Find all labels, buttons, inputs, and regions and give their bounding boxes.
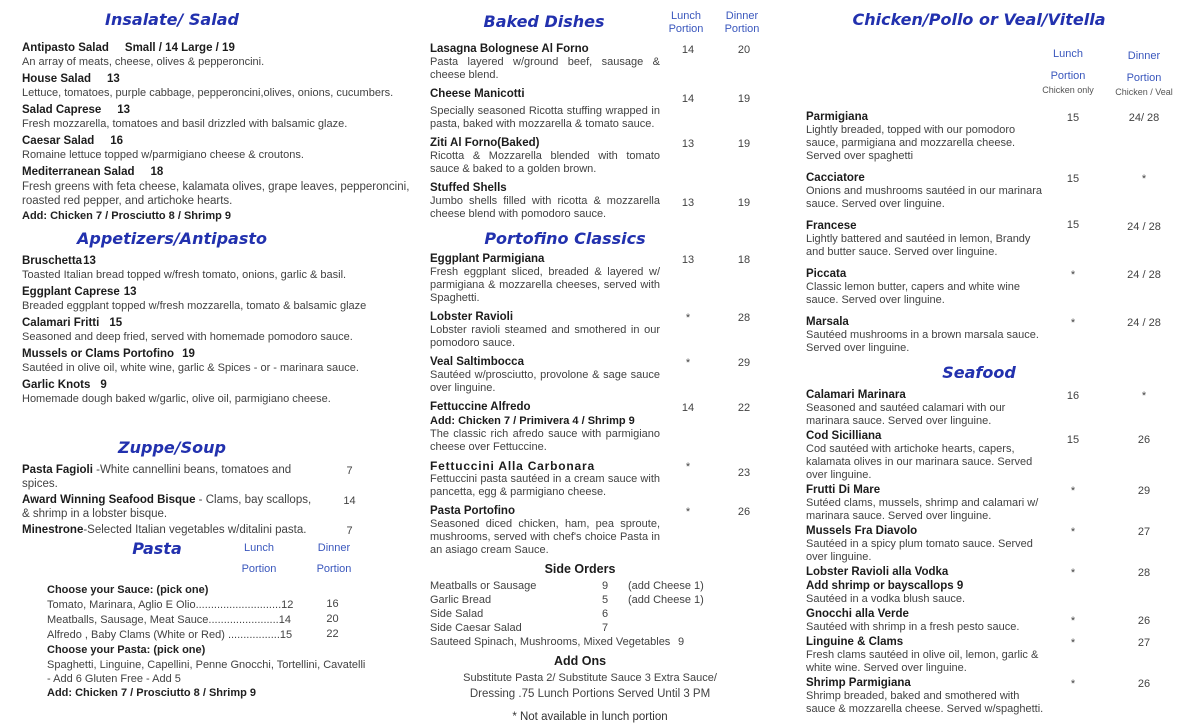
menu-item-desc: Fettuccini pasta sautéed in a cream sauce with pancetta, egg & parmigiano cheese. xyxy=(430,473,660,498)
pasta-body xyxy=(47,583,416,700)
menu-item-name: Parmigiana xyxy=(806,111,868,123)
menu-item xyxy=(806,635,1188,675)
menu-item-name: Cacciatore xyxy=(806,172,865,184)
chicken-veal-header xyxy=(806,10,1188,110)
menu-item xyxy=(22,252,416,282)
pasta-header xyxy=(22,539,416,583)
menu-item-lunch-price: * xyxy=(685,506,691,518)
menu-item-lunch-price: 14 xyxy=(681,44,695,56)
menu-item xyxy=(47,613,416,628)
menu-item-dinner-price: 20 xyxy=(326,613,339,625)
lunch-footnote: * Not available in lunch portion xyxy=(512,711,668,723)
lunch-portion-column-header xyxy=(658,10,714,36)
menu-item-desc: Jumbo shells filled with ricotta & mozzarella cheese blend with pomodoro sauce. xyxy=(430,195,660,220)
menu-item-name: Side Caesar Salad xyxy=(430,622,522,634)
menu-item-price: 9 xyxy=(602,580,609,592)
menu-item-desc: Lobster ravioli steamed and smothered in our pomodoro sauce. xyxy=(430,324,660,349)
menu-item-desc: Shrimp breaded, baked and smothered with sauce & mozzarella cheese. Served w/spaghetti. xyxy=(806,690,1044,715)
section-title: Add Ons xyxy=(553,654,607,668)
menu-item-name: Mussels or Clams Portofino xyxy=(22,348,175,360)
menu-item-lunch-price: 13 xyxy=(681,254,695,266)
chicken-veal-label: Chicken / Veal xyxy=(1115,87,1173,97)
section-add-ons xyxy=(430,654,772,723)
menu-item-desc: Pasta layered w/ground beef, sausage & cheese blend. xyxy=(430,56,660,81)
lunch-label: Lunch xyxy=(671,10,701,22)
menu-item-price: 19 xyxy=(182,348,195,360)
section-insalate-salad xyxy=(22,10,416,223)
menu-item xyxy=(430,607,772,621)
section-baked-dishes xyxy=(430,10,772,221)
lunch-portion-column-header xyxy=(1038,48,1098,95)
menu-item-desc: Lightly breaded, topped with our pomodoro sauce, parmigiana and mozzarella cheese. Served over spaghetti xyxy=(806,124,1016,162)
menu-item-name: Sauteed Spinach, Mushrooms, Mixed Vegetables xyxy=(430,636,671,648)
menu-item-note: (add Cheese 1) xyxy=(628,580,704,592)
menu-item-price: 7 xyxy=(346,525,353,537)
menu-item-dinner-price: 28 xyxy=(1137,567,1151,579)
portion-label: Portion xyxy=(316,563,352,575)
menu-item-desc: Seasoned and sautéed calamari with our marinara sauce. Served over linguine. xyxy=(806,402,1006,427)
sauce-option: Meatballs, Sausage, Meat Sauce.......................14 xyxy=(47,614,291,626)
menu-item-price: 7 xyxy=(346,465,353,477)
menu-item-dinner-price: 29 xyxy=(737,357,751,369)
menu-item xyxy=(22,376,416,406)
menu-item xyxy=(806,267,1188,307)
menu-item-name: Veal Saltimbocca xyxy=(430,356,524,368)
menu-item-lunch-price: * xyxy=(1070,637,1076,649)
menu-item-name: Marsala xyxy=(806,316,849,328)
menu-item-dinner-price: 18 xyxy=(737,254,751,266)
portion-label: Portion xyxy=(1126,72,1162,84)
menu-item-desc: Lightly battered and sautéed in lemon, Brandy and butter sauce. Served over linguine. xyxy=(806,233,1031,258)
menu-item xyxy=(47,628,416,643)
menu-item xyxy=(22,493,416,521)
dinner-portion-column-header xyxy=(714,10,770,36)
portion-label: Portion xyxy=(724,23,760,35)
menu-item-name: House Salad xyxy=(22,73,92,85)
portion-label: Portion xyxy=(241,563,277,575)
baked-dishes-header xyxy=(430,10,772,36)
menu-item-dinner-price: 22 xyxy=(737,402,751,414)
menu-item-name: Garlic Knots xyxy=(22,379,91,391)
section-pasta xyxy=(22,539,416,700)
pasta-options-list: Spaghetti, Linguine, Capellini, Penne Gnocchi, Tortellini, Cavatelli xyxy=(47,659,366,671)
lunch-label: Lunch xyxy=(244,542,274,554)
menu-item-desc: Sautéed w/prosciutto, provolone & sage sauce over linguine. xyxy=(430,369,660,394)
menu-item-desc: Romaine lettuce topped w/parmigiano cheese & croutons. xyxy=(22,149,304,161)
menu-item-price: 6 xyxy=(602,608,609,620)
menu-item-dinner-price: 26 xyxy=(737,506,751,518)
menu-item xyxy=(430,87,772,131)
menu-item-name: Shrimp Parmigiana xyxy=(806,677,911,689)
pasta-choice-label: Choose your Pasta: (pick one) xyxy=(47,644,206,656)
menu-item-price: 7 xyxy=(602,622,609,634)
menu-item-name: Calamari Fritti xyxy=(22,317,100,329)
menu-item-desc: -White cannellini beans, tomatoes and spices. xyxy=(22,464,292,490)
menu-item-name: Lobster Ravioli xyxy=(430,311,514,323)
menu-item-name: Meatballs or Sausage xyxy=(430,580,537,592)
section-portofino-classics xyxy=(430,229,772,557)
menu-item-lunch-price: 15 xyxy=(1066,112,1080,124)
menu-item-dinner-price: 27 xyxy=(1137,526,1151,538)
menu-item-desc: Sautéed mushrooms in a brown marsala sauce. Served over linguine. xyxy=(806,329,1039,354)
menu-item-lunch-price: 15 xyxy=(1066,173,1080,185)
menu-item-name: Antipasto Salad xyxy=(22,42,109,54)
menu-item-name: Lobster Ravioli alla Vodka xyxy=(806,566,949,578)
menu-item-dinner-price: 22 xyxy=(326,628,339,640)
dinner-label: Dinner xyxy=(317,542,351,554)
sauce-choice-label: Choose your Sauce: (pick one) xyxy=(47,584,209,596)
menu-item-lunch-price: * xyxy=(1070,678,1076,690)
menu-item-dinner-price: 29 xyxy=(1137,485,1151,497)
menu-item-name: Linguine & Clams xyxy=(806,636,904,648)
menu-item xyxy=(22,314,416,344)
menu-item-desc: Sautéed in olive oil, white wine, garlic & Spices - or - marinara sauce. xyxy=(22,362,359,374)
menu-item xyxy=(22,163,416,208)
menu-item-lunch-price: * xyxy=(1070,317,1076,329)
pasta-addon-line: Add: Chicken 7 / Prosciutto 8 / Shrimp 9 xyxy=(47,687,257,699)
menu-item-name: Gnocchi alla Verde xyxy=(806,608,909,620)
menu-item-price: 14 xyxy=(343,495,356,507)
menu-item-name: Side Salad xyxy=(430,608,484,620)
menu-item-addon: Add shrimp or bayscallops 9 xyxy=(806,580,964,592)
menu-item-name: Fettuccini Alla Carbonara xyxy=(430,459,595,473)
menu-item-name: Frutti Di Mare xyxy=(806,484,881,496)
menu-item xyxy=(430,181,772,221)
menu-column-left xyxy=(22,10,416,700)
menu-item-dinner-price: 19 xyxy=(737,138,751,150)
menu-item-desc: Homemade dough baked w/garlic, olive oil, parmigiano cheese. xyxy=(22,393,331,405)
menu-item-price: 13 xyxy=(117,104,131,116)
menu-item-desc: Classic lemon butter, capers and white wine sauce. Served over linguine. xyxy=(806,281,1020,306)
menu-item-desc: Specially seasoned Ricotta stuffing wrapped in pasta, baked with mozzarella & tomato sauce. xyxy=(430,105,660,130)
menu-item xyxy=(430,136,772,176)
menu-item-lunch-price: 16 xyxy=(1066,390,1080,402)
menu-item-desc: Lettuce, tomatoes, purple cabbage, pepperoncini,olives, onions, cucumbers. xyxy=(22,87,394,99)
menu-item-desc: Toasted Italian bread topped w/fresh tomato, onions, garlic & basil. xyxy=(22,269,347,281)
menu-item-dinner-price: 20 xyxy=(737,44,751,56)
menu-item-name: Award Winning Seafood Bisque xyxy=(22,494,196,506)
menu-item-desc: Sautéed in a vodka blush sauce. xyxy=(806,593,966,605)
menu-item-dinner-price: 19 xyxy=(737,93,751,105)
menu-item-name: Francese xyxy=(806,220,857,232)
menu-item xyxy=(806,110,1188,163)
menu-item xyxy=(430,579,772,593)
dinner-label: Dinner xyxy=(1127,50,1161,62)
menu-item-desc: Seasoned and deep fried, served with homemade pomodoro sauce. xyxy=(22,331,353,343)
menu-item-desc: Ricotta & Mozzarella blended with tomato sauce & baked to a golden brown. xyxy=(430,150,660,175)
menu-item-name: Pasta Portofino xyxy=(430,505,515,517)
menu-item-lunch-price: * xyxy=(685,312,691,324)
menu-column-right xyxy=(806,10,1188,717)
section-chicken-veal xyxy=(806,10,1188,355)
menu-item xyxy=(430,400,772,454)
menu-item xyxy=(22,463,416,491)
menu-item-name: Cod Sicilliana xyxy=(806,430,882,442)
section-zuppe-soup xyxy=(22,438,416,537)
menu-item-desc: - Clams, bay scallops, & shrimp in a lobster bisque. xyxy=(22,494,312,520)
menu-item-note: (add Cheese 1) xyxy=(628,594,704,606)
menu-item-desc: Fresh greens with feta cheese, kalamata olives, grape leaves, pepperoncini, roasted red pepper, and artichoke hearts. xyxy=(22,181,410,207)
menu-item-dinner-price: * xyxy=(1141,390,1147,402)
menu-item-price: 16 xyxy=(110,135,124,147)
gluten-free-line: - Add 6 Gluten Free - Add 5 xyxy=(47,673,181,685)
menu-item xyxy=(806,524,1188,564)
menu-item-dinner-price: 26 xyxy=(1137,615,1151,627)
chicken-only-label: Chicken only xyxy=(1042,85,1094,95)
menu-item-dinner-price: 28 xyxy=(737,312,751,324)
menu-item-dinner-price: 24 / 28 xyxy=(1127,221,1161,233)
menu-item-lunch-price: * xyxy=(1070,615,1076,627)
section-title: Pasta xyxy=(132,539,182,558)
menu-item-name: Stuffed Shells xyxy=(430,182,507,194)
menu-item-lunch-price: 14 xyxy=(681,93,695,105)
section-title: Seafood xyxy=(942,363,1016,382)
menu-item-desc: The classic rich afredo sauce with parmigiano cheese over Fettuccine. xyxy=(430,428,660,453)
dinner-portion-column-header xyxy=(1102,50,1186,97)
menu-item-lunch-price: 15 xyxy=(1066,219,1080,231)
menu-item-name: Caesar Salad xyxy=(22,135,95,147)
add-ons-line: Substitute Pasta 2/ Substitute Sauce 3 Extra Sauce/ xyxy=(463,672,717,684)
menu-item xyxy=(806,315,1188,355)
menu-item xyxy=(22,101,416,131)
menu-item-dinner-price: 27 xyxy=(1137,637,1151,649)
menu-item-addon: Add: Chicken 7 / Primivera 4 / Shrimp 9 xyxy=(430,415,635,427)
menu-item xyxy=(22,70,416,100)
menu-item-lunch-price: * xyxy=(685,461,691,473)
menu-item-desc: Sautéed in a spicy plum tomato sauce. Served over linguine. xyxy=(806,538,1033,563)
portion-label: Portion xyxy=(1050,70,1086,82)
sauce-option: Tomato, Marinara, Aglio E Olio............................12 xyxy=(47,599,294,611)
menu-item-price: Small / 14 Large / 19 xyxy=(124,42,235,54)
menu-item-desc: Fresh clams sautéed in olive oil, lemon, garlic & white wine. Served over linguine. xyxy=(806,649,1039,674)
menu-item-desc: Fresh mozzarella, tomatoes and basil drizzled with balsamic glaze. xyxy=(22,118,348,130)
menu-item-name: Fettuccine Alfredo xyxy=(430,401,531,413)
menu-item-dinner-price: 19 xyxy=(737,197,751,209)
menu-item xyxy=(806,607,1188,634)
section-title: Zuppe/Soup xyxy=(118,438,226,457)
menu-item-name: Minestrone xyxy=(22,524,84,536)
menu-item xyxy=(22,523,416,537)
menu-item-name: Cheese Manicotti xyxy=(430,88,525,100)
menu-item-price: 9 xyxy=(100,379,107,391)
menu-item xyxy=(430,593,772,607)
menu-item xyxy=(806,429,1188,482)
menu-item-name: Calamari Marinara xyxy=(806,389,906,401)
menu-item-dinner-price: 16 xyxy=(326,598,339,610)
section-seafood xyxy=(806,363,1188,716)
menu-item-desc: Sutéed clams, mussels, shrimp and calamari w/ marinara sauce. Served over linguine. xyxy=(806,497,1039,522)
dinner-portion-column-header xyxy=(303,541,365,576)
menu-item xyxy=(430,42,772,82)
menu-item-lunch-price: 13 xyxy=(681,197,695,209)
menu-item-name: Lasagna Bolognese Al Forno xyxy=(430,43,589,55)
menu-item xyxy=(806,388,1188,428)
portion-label: Portion xyxy=(668,23,704,35)
menu-item-desc: Onions and mushrooms sautéed in our marinara sauce. Served over linguine. xyxy=(806,185,1043,210)
section-title: Side Orders xyxy=(544,562,616,576)
menu-item-lunch-price: * xyxy=(1070,567,1076,579)
lunch-label: Lunch xyxy=(1053,48,1083,60)
menu-item-desc: Breaded eggplant topped w/fresh mozzarella, tomato & balsamic glaze xyxy=(22,300,367,312)
menu-item-name: Pasta Fagioli xyxy=(22,464,93,476)
menu-item-price: 13 xyxy=(107,73,120,85)
menu-item-name: Ziti Al Forno(Baked) xyxy=(430,137,540,149)
dinner-label: Dinner xyxy=(725,10,759,22)
menu-item-name: Mediterranean Salad xyxy=(22,166,135,178)
menu-item-name: Bruschetta xyxy=(22,255,83,267)
menu-item xyxy=(47,598,416,613)
menu-item xyxy=(806,483,1188,523)
menu-item-lunch-price: 15 xyxy=(1066,434,1080,446)
add-ons-line: Dressing .75 Lunch Portions Served Until 3 PM xyxy=(469,688,711,700)
menu-item-desc: Sautéed with shrimp in a fresh pesto sauce. xyxy=(806,621,1020,633)
menu-item xyxy=(430,635,772,649)
menu-item xyxy=(22,345,416,375)
menu-item xyxy=(22,283,416,313)
menu-item-name: Eggplant Caprese xyxy=(22,286,120,298)
menu-item-name: Piccata xyxy=(806,268,847,280)
menu-item xyxy=(430,252,772,305)
menu-item-price: 15 xyxy=(109,317,123,329)
menu-item-lunch-price: 14 xyxy=(681,402,695,414)
menu-item-name: Garlic Bread xyxy=(430,594,492,606)
menu-item-dinner-price: 23 xyxy=(737,467,751,479)
menu-item-lunch-price: * xyxy=(1070,526,1076,538)
menu-item-desc: Cod sautéed with artichoke hearts, capers, kalamata olives in our marinara sauce. Served over linguine. xyxy=(806,443,1033,481)
menu-item-price: 18 xyxy=(150,166,164,178)
menu-item-price: 13 xyxy=(123,286,137,298)
menu-item-name: Salad Caprese xyxy=(22,104,102,116)
section-title: Insalate/ Salad xyxy=(105,10,239,29)
menu-item xyxy=(430,310,772,350)
menu-item-dinner-price: 24 / 28 xyxy=(1127,269,1161,281)
menu-item xyxy=(430,621,772,635)
lunch-portion-column-header xyxy=(228,541,290,576)
salads-addon-line: Add: Chicken 7 / Prosciutto 8 / Shrimp 9 xyxy=(22,210,232,222)
sauce-option: Alfredo , Baby Clams (White or Red) .................15 xyxy=(47,629,293,641)
menu-item-desc: Fresh eggplant sliced, breaded & layered w/ parmigiana & mozzarella cheeses, served with Spaghetti. xyxy=(430,266,660,304)
section-side-orders xyxy=(430,562,772,649)
menu-item-lunch-price: 13 xyxy=(681,138,695,150)
menu-item xyxy=(22,39,416,69)
menu-item xyxy=(806,565,1188,606)
menu-item-name: Mussels Fra Diavolo xyxy=(806,525,918,537)
menu-item xyxy=(430,459,772,499)
menu-item-lunch-price: * xyxy=(685,357,691,369)
menu-item-dinner-price: 26 xyxy=(1137,678,1151,690)
menu-item-dinner-price: 26 xyxy=(1137,434,1151,446)
section-appetizers-antipasto xyxy=(22,229,416,406)
section-title: Portofino Classics xyxy=(484,229,646,248)
menu-item-lunch-price: * xyxy=(1070,485,1076,497)
menu-item-price: 5 xyxy=(602,594,609,606)
menu-item xyxy=(806,676,1188,716)
menu-item-lunch-price: * xyxy=(1070,269,1076,281)
menu-item-desc: Seasoned diced chicken, ham, pea sproute, mushrooms, served with chef's choice Pasta in an asiago cream Sauce. xyxy=(430,518,660,556)
menu-item xyxy=(806,171,1188,211)
menu-item-dinner-price: 24/ 28 xyxy=(1128,112,1160,124)
menu-item-name: Eggplant Parmigiana xyxy=(430,253,545,265)
menu-item-price: 13 xyxy=(83,255,96,267)
menu-item-price: 9 xyxy=(678,636,685,648)
menu-item xyxy=(22,132,416,162)
menu-column-middle xyxy=(430,10,772,723)
menu-item xyxy=(430,355,772,395)
menu-item-desc: -Selected Italian vegetables w/ditalini pasta. xyxy=(83,524,307,536)
menu-item xyxy=(430,504,772,557)
section-title: Baked Dishes xyxy=(483,12,605,31)
section-title: Chicken/Pollo or Veal/Vitella xyxy=(852,10,1106,29)
menu-item-desc: An array of meats, cheese, olives & pepperoncini. xyxy=(22,56,265,68)
menu-item xyxy=(806,219,1188,259)
section-title: Appetizers/Antipasto xyxy=(76,229,267,248)
menu-item-dinner-price: * xyxy=(1141,173,1147,185)
menu-item-dinner-price: 24 / 28 xyxy=(1127,317,1161,329)
